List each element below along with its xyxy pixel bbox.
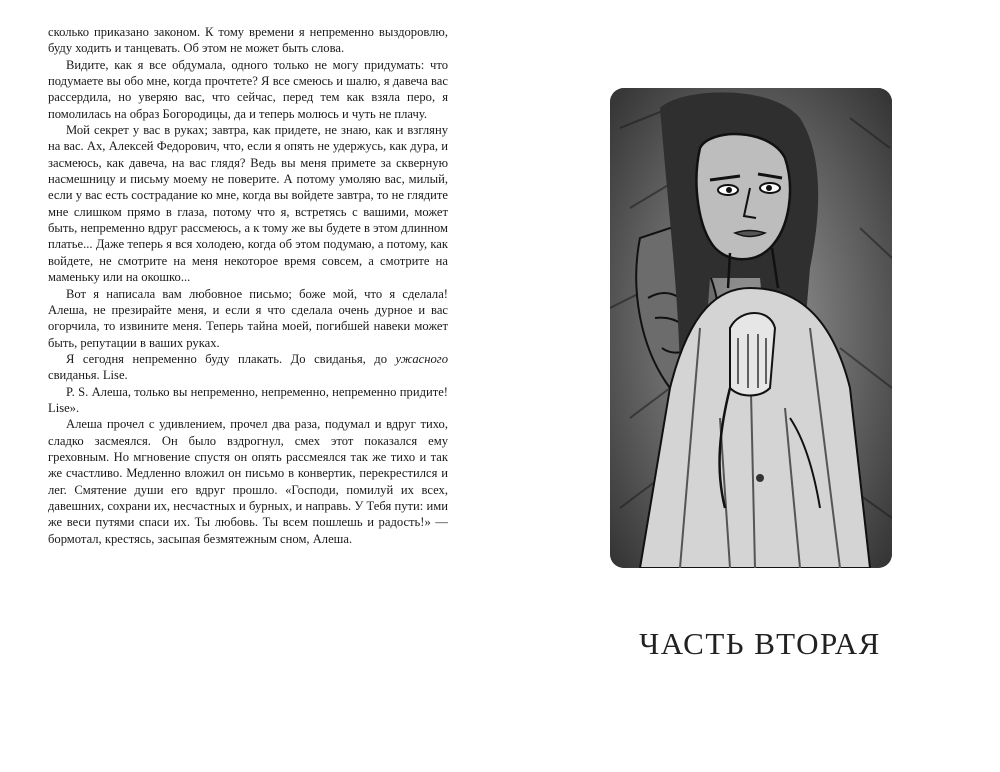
paragraph-5-text: Я сегодня непременно буду плакать. До свиданья, до (66, 351, 396, 366)
right-page (500, 0, 1000, 772)
portrait-drawing (610, 88, 892, 568)
part-title: ЧАСТЬ ВТОРАЯ (639, 626, 881, 661)
paragraph-5-tail: свиданья. Lise. (48, 368, 128, 383)
paragraph-2: Видите, как я все обдумала, одного только не могу придумать: что подумаете вы обо мне, когда прочтете? Я все смеюсь и шалю, я давеча вас рассердила, но уверяю вас, что сейчас, перед тем как взяла перо, я помолилась на образ Богородицы, да и теперь молюсь и чуть не плачу. (48, 57, 448, 121)
text-column (48, 24, 448, 547)
italic-word: ужасного (395, 351, 448, 366)
paragraph-4: Вот я написала вам любовное письмо; боже мой, что я сделала! Алеша, не презирайте меня, и если я что сделала очень дурное и вас огорчила, то извините меня. Теперь тайна моей, погибшей навеки может быть, репутации в ваших руках. (48, 286, 448, 350)
paragraph-1: сколько приказано законом. К тому времени я непременно выздоровлю, буду ходить и танцевать. Об этом не может быть слова. (48, 25, 448, 56)
paragraph-postscript: P. S. Алеша, только вы непременно, непременно, непременно придите! Lise». (48, 384, 448, 415)
paragraph-7: Алеша прочел с удивлением, прочел два раза, подумал и вдруг тихо, сладко засмеялся. Он было вздрогнул, смех этот показался ему греховным. Но мгновение спустя он опять рассмеялся так же тихо и так же счастливо. Медленно вложил он письмо в конвертик, перекрестился и лег. Смятение души его вдруг прошло. «Господи, помилуй их всех, давешних, сохрани их, несчастных и бурных, и направь. У Тебя пути: ими же веси путями спаси их. Ты любовь. Ты всем пошлешь и радость!» — бормотал, крестясь, засыпая безмятежным сном, Алеша. (48, 417, 448, 546)
paragraph-5 (48, 351, 448, 384)
portrait-illustration (610, 88, 892, 568)
paragraph-3: Мой секрет у вас в руках; завтра, как придете, не знаю, как и взгляну на вас. Ах, Алексей Федорович, что, если я опять не удержусь, как дура, и засмеюсь, как давеча, на вас глядя? Ведь вы меня примете за скверную насмешницу и письму моему не поверите. А потому умоляю вас, милый, если у вас есть сострадание ко мне, когда вы войдете завтра, то не глядите мне слишком прямо в глаза, потому что я, встретясь с вашими, может быть, непременно вдруг рассмеюсь, а к тому же вы будете в этом длинном платье... Даже теперь я вся холодею, когда об этом подумаю, а потому, как войдете, не смотрите на меня некоторое время совсем, а смотрите на маменьку или на окошко... (48, 123, 448, 285)
